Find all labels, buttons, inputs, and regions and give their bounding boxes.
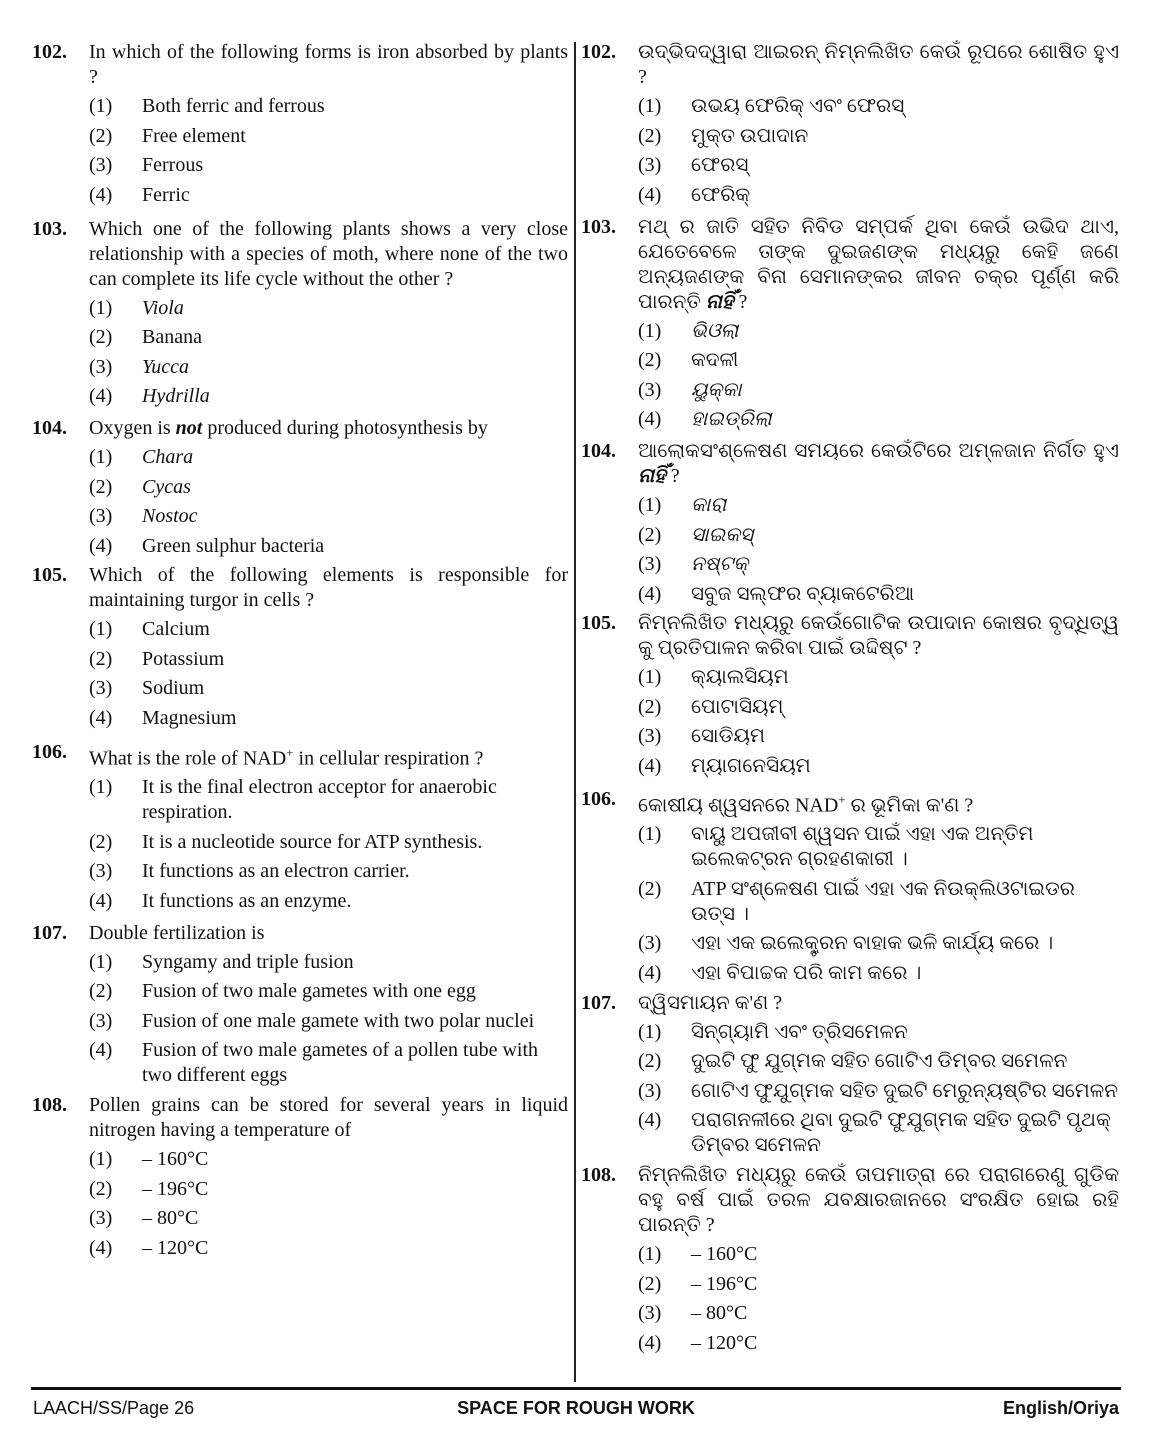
option-number: (2) — [89, 647, 113, 670]
option-text: – 196°C — [691, 1272, 758, 1295]
question-text — [638, 991, 1119, 1016]
option-1 — [638, 665, 1119, 690]
option-text: ମୁକ୍ତ ଉପାଦାନ — [691, 124, 809, 147]
option-number: (4) — [89, 889, 113, 912]
emphasis-text: not — [175, 417, 203, 439]
question-text-part: What is the role of NAD — [89, 747, 287, 770]
option-2 — [638, 1272, 1119, 1297]
question-text-part: ? — [665, 465, 680, 487]
option-number: (3) — [638, 725, 662, 747]
option-1 — [89, 296, 568, 321]
option-text: It functions as an electron carrier. — [142, 860, 410, 883]
question-text — [89, 40, 568, 90]
option-number: (2) — [638, 695, 662, 718]
question-number: 102. — [32, 41, 67, 63]
question-english-104 — [32, 416, 568, 559]
options-list — [89, 775, 568, 914]
option-number: (3) — [89, 860, 113, 883]
option-number: (4) — [638, 408, 662, 430]
option-3 — [638, 931, 1119, 956]
emphasis-text: ନାହିଁ — [705, 290, 734, 313]
option-4 — [638, 1331, 1119, 1356]
option-number: (2) — [89, 830, 113, 853]
rough-work-label: SPACE FOR ROUGH WORK — [457, 1398, 695, 1418]
question-english-103 — [32, 217, 568, 410]
option-1 — [638, 493, 1119, 518]
option-1 — [638, 1242, 1119, 1267]
option-3 — [638, 552, 1119, 577]
option-number: (4) — [89, 183, 113, 206]
option-number: (4) — [638, 183, 662, 206]
question-number: 108. — [32, 1094, 67, 1117]
option-2 — [89, 979, 568, 1004]
question-oriya-106 — [581, 787, 1119, 986]
question-text-part: ର ଭୂମିକା କ'ଣ ? — [845, 794, 974, 817]
option-text: Fusion of two male gametes of a pollen tube with two different eggs — [142, 1039, 539, 1087]
option-text: ସାଇକସ୍ — [691, 523, 754, 546]
question-text — [89, 921, 568, 946]
option-number: (1) — [638, 95, 662, 117]
question-number: 103. — [32, 217, 67, 240]
options-list — [89, 1147, 568, 1261]
option-1 — [89, 775, 568, 825]
question-text-part: ନିମ୍ନଲିଖିତ ମଧ୍ୟରୁ କେଉଁଗୋଟିକ ଉପାଦାନ କୋଷର ବୃଦ୍ଧିତ୍ୱ କୁ ପ୍ରତିପାଳନ କରିବା ପାଇଁ ଉଦ୍ଦିଷ୍ଟ ? — [638, 612, 1119, 659]
option-3 — [89, 1009, 568, 1034]
option-text: Cycas — [142, 475, 191, 498]
option-number: (3) — [89, 1009, 113, 1032]
question-text — [89, 1093, 568, 1143]
question-number: 105. — [581, 612, 616, 634]
question-oriya-102 — [581, 40, 1119, 208]
option-2 — [638, 695, 1119, 720]
superscript: + — [838, 791, 846, 807]
option-number: (1) — [638, 1243, 662, 1266]
option-text: ହାଇଡ୍ରିଲା — [691, 408, 772, 430]
option-number: (2) — [89, 1177, 113, 1200]
option-text: – 160°C — [691, 1243, 758, 1266]
option-text: – 80°C — [691, 1302, 748, 1325]
option-number: (4) — [638, 1109, 662, 1132]
option-number: (2) — [89, 326, 113, 348]
option-number: (4) — [638, 582, 662, 605]
question-number: 104. — [32, 417, 67, 439]
option-text: ସୋଡିୟମ — [691, 725, 765, 747]
option-1 — [89, 950, 568, 975]
option-4 — [638, 961, 1119, 986]
question-text-part: Oxygen is — [89, 417, 176, 439]
question-number: 102. — [581, 41, 616, 63]
option-4 — [638, 1108, 1119, 1158]
option-2 — [638, 124, 1119, 149]
options-list — [638, 1242, 1119, 1356]
option-2 — [89, 124, 568, 149]
option-number: (2) — [638, 124, 662, 147]
option-2 — [89, 830, 568, 855]
option-text: Hydrilla — [142, 385, 210, 407]
option-2 — [89, 1177, 568, 1202]
option-1 — [89, 445, 568, 470]
question-english-102 — [32, 40, 568, 208]
option-number: (4) — [638, 961, 662, 984]
option-2 — [638, 523, 1119, 548]
question-number: 104. — [581, 440, 616, 462]
question-oriya-103 — [581, 215, 1119, 433]
option-2 — [89, 647, 568, 672]
option-text: ବାୟୁ ଅପଜୀବୀ ଶ୍ୱସନ ପାଇଁ ଏହା ଏକ ଅନ୍ତିମ ଇଲେକଟ୍ରନ ଗ୍ରହଣକାରୀ । — [691, 823, 1034, 871]
option-text: ଏହା ଏକ ଇଲେକ୍ଟ୍ରନ ବାହାକ ଭଳି କାର୍ଯ୍ୟ କରେ । — [691, 932, 1054, 955]
question-text-part: Which one of the following plants shows a very close relationship with a species of moth, where none of the two can complete its life cycle without the other ? — [89, 217, 568, 290]
option-number: (4) — [89, 1236, 113, 1259]
option-text: – 120°C — [691, 1331, 758, 1354]
question-number: 107. — [581, 991, 616, 1014]
option-1 — [89, 1147, 568, 1172]
option-3 — [638, 378, 1119, 403]
option-text: କାରା — [691, 494, 727, 516]
oriya-column — [581, 40, 1119, 1360]
option-number: (3) — [638, 154, 662, 176]
option-number: (3) — [89, 154, 113, 176]
options-list — [638, 94, 1119, 208]
option-text: Calcium — [142, 618, 210, 640]
options-list — [89, 617, 568, 731]
option-text: – 196°C — [142, 1177, 209, 1200]
option-1 — [638, 1020, 1119, 1045]
option-text: It is a nucleotide source for ATP synthesis. — [142, 830, 483, 853]
option-4 — [89, 183, 568, 208]
option-1 — [89, 617, 568, 642]
option-number: (3) — [638, 1302, 662, 1325]
language-label: English/Oriya — [1002, 1398, 1119, 1418]
option-number: (4) — [638, 754, 662, 777]
option-text: Viola — [142, 296, 184, 319]
option-number: (1) — [638, 319, 662, 342]
option-number: (3) — [89, 1207, 113, 1230]
question-number: 107. — [32, 921, 67, 944]
option-text: Nostoc — [142, 505, 198, 527]
question-text — [89, 416, 568, 441]
option-number: (4) — [89, 706, 113, 729]
option-2 — [638, 348, 1119, 373]
option-text: ସବୁଜ ସଲ୍ଫର ବ୍ୟାକଟେରିଆ — [691, 582, 915, 605]
option-number: (1) — [89, 618, 113, 640]
option-text: ପରାଗନଳୀରେ ଥିବା ଦୁଇଟି ଫୁଯୁଗ୍ମକ ସହିତ ଦୁଇଟି ପୃଥକ୍ ଡିମ୍ବର ସମେଳନ — [691, 1109, 1111, 1157]
option-3 — [89, 676, 568, 701]
option-number: (2) — [89, 124, 113, 147]
option-2 — [89, 325, 568, 350]
option-3 — [638, 153, 1119, 178]
option-3 — [638, 1079, 1119, 1104]
option-4 — [638, 183, 1119, 208]
option-text: ୟୁକ୍କା — [691, 378, 742, 401]
question-text — [89, 740, 568, 772]
option-4 — [638, 407, 1119, 432]
option-number: (1) — [638, 1020, 662, 1043]
option-text: କଦଳୀ — [691, 349, 739, 371]
option-text: Sodium — [142, 677, 205, 699]
question-oriya-105 — [581, 611, 1119, 779]
question-text — [638, 40, 1119, 90]
column-divider — [574, 42, 576, 1382]
option-1 — [638, 94, 1119, 119]
option-number: (1) — [638, 494, 662, 516]
option-number: (3) — [638, 932, 662, 955]
question-english-105 — [32, 563, 568, 731]
option-text: Banana — [142, 326, 202, 348]
option-1 — [638, 822, 1119, 872]
option-number: (2) — [638, 349, 662, 371]
option-number: (3) — [89, 355, 113, 378]
option-number: (4) — [89, 1039, 113, 1062]
option-number: (1) — [638, 823, 662, 846]
question-number: 106. — [32, 740, 67, 763]
option-text: ପୋଟାସିୟମ୍ — [691, 695, 784, 718]
option-3 — [89, 355, 568, 380]
option-text: – 120°C — [142, 1236, 209, 1259]
option-2 — [638, 1049, 1119, 1074]
option-number: (1) — [89, 776, 113, 799]
question-text-part: In which of the following forms is iron absorbed by plants ? — [89, 41, 568, 88]
option-text: Chara — [142, 446, 194, 468]
option-3 — [638, 724, 1119, 749]
question-text-part: Double fertilization is — [89, 921, 265, 944]
option-1 — [89, 94, 568, 119]
option-text: ଭିଓଲା — [691, 319, 739, 342]
option-3 — [638, 1301, 1119, 1326]
option-number: (3) — [638, 1079, 662, 1102]
option-number: (3) — [89, 505, 113, 527]
footer-rule — [31, 1387, 1121, 1390]
question-text — [638, 439, 1119, 489]
question-text-part: ଦ୍ୱିସମାୟନ କ'ଣ ? — [638, 991, 783, 1014]
question-text-part: produced during photosynthesis by — [202, 417, 488, 439]
question-text-part: ନିମ୍ନଲିଖିତ ମଧ୍ୟରୁ କେଉଁ ତାପମାତ୍ରା ରେ ପରାଗରେଣୁ ଗୁଡିକ ବହୁ ବର୍ଷ ପାଇଁ ତରଳ ଯବକ୍ଷାରଜାନରେ ସଂରକ୍ଷିତ ହୋଇ ରହି ପାରନ୍ତି ? — [638, 1164, 1119, 1237]
options-list — [89, 445, 568, 559]
question-text — [638, 611, 1119, 661]
option-number: (2) — [638, 523, 662, 546]
option-text: Ferric — [142, 183, 190, 206]
options-list — [638, 665, 1119, 779]
options-list — [638, 822, 1119, 986]
option-text: ଫେରସ୍ — [691, 154, 749, 176]
page-code: LAACH/SS/Page 26 — [33, 1398, 195, 1418]
option-number: (1) — [638, 666, 662, 688]
option-2 — [89, 475, 568, 500]
option-1 — [638, 319, 1119, 344]
option-text: କ୍ୟାଲସିୟମ — [691, 666, 789, 688]
options-list — [89, 94, 568, 208]
option-number: (2) — [89, 980, 113, 1003]
option-4 — [89, 1236, 568, 1261]
option-text: Both ferric and ferrous — [142, 95, 325, 117]
option-4 — [89, 1038, 568, 1088]
question-text-part: ମଥ୍ ର ଜାତି ସହିତ ନିବିଡ ସମ୍ପର୍କ ଥିବା କେଉଁ ଉଭିଦ ଥାଏ, ଯେତେବେଳେ ତାଙ୍କ ଦୁଇଜଣଙ୍କ ମଧ୍ୟରୁ କେହି ଜଣେ ଅନ୍ୟଜଣଙ୍କ ବିନା ସେମାନଙ୍କର ଜୀବନ ଚକ୍ର ପୂର୍ଣ୍ଣ କରି ପାରନ୍ତି — [638, 215, 1119, 313]
question-oriya-104 — [581, 439, 1119, 607]
emphasis-text: ନାହିଁ — [638, 465, 666, 487]
superscript: + — [286, 744, 294, 760]
option-text: ସିନ୍‌ଗ୍ୟାମି ଏବଂ ତ୍ରିସମେଳନ — [691, 1020, 908, 1043]
question-number: 108. — [581, 1164, 616, 1187]
question-text — [89, 563, 568, 613]
option-text: Potassium — [142, 647, 225, 670]
question-text-part: କୋଷୀୟ ଶ୍ୱସନରେ NAD — [638, 794, 839, 817]
question-text-part: in cellular respiration ? — [293, 747, 484, 770]
option-text: – 160°C — [142, 1148, 209, 1171]
options-list — [638, 493, 1119, 607]
question-text — [638, 787, 1119, 819]
option-number: (2) — [638, 877, 662, 900]
option-2 — [638, 877, 1119, 927]
question-text — [638, 215, 1119, 315]
option-4 — [638, 582, 1119, 607]
option-text: Ferrous — [142, 154, 204, 176]
question-text-part: Pollen grains can be stored for several years in liquid nitrogen having a temperature of — [89, 1094, 568, 1142]
option-4 — [89, 889, 568, 914]
option-text: Green sulphur bacteria — [142, 534, 325, 557]
option-number: (1) — [89, 296, 113, 319]
question-english-108 — [32, 1093, 568, 1261]
option-3 — [89, 153, 568, 178]
option-4 — [89, 534, 568, 559]
question-text-part: Which of the following elements is responsible for maintaining turgor in cells ? — [89, 564, 568, 611]
option-3 — [89, 504, 568, 529]
option-number: (4) — [89, 534, 113, 557]
english-column — [32, 40, 568, 1265]
option-number: (1) — [89, 95, 113, 117]
option-4 — [638, 754, 1119, 779]
question-english-107 — [32, 921, 568, 1089]
options-list — [89, 950, 568, 1089]
question-text-part: ଉଦ୍ଭିଦଦ୍ୱାରା ଆଇରନ୍ ନିମ୍ନଲିଖିତ କେଉଁ ରୂପରେ ଶୋଷିତ ହୁଏ ? — [638, 41, 1119, 88]
option-text: ଫେରିକ୍ — [691, 183, 751, 206]
option-number: (2) — [638, 1050, 662, 1073]
option-text: ଦୁଇଟି ଫୁ ଯୁଗ୍ମକ ସହିତ ଗୋଟିଏ ଡିମ୍ବର ସମେଳନ — [691, 1050, 1068, 1073]
options-list — [89, 296, 568, 410]
option-text: ATP ସଂଶ୍ଳେଷଣ ପାଇଁ ଏହା ଏକ ନିଉକ୍ଲିଓଟାଇଡର ଉତ୍ସ । — [691, 877, 1075, 925]
option-text: Fusion of two male gametes with one egg — [142, 980, 476, 1003]
option-number: (2) — [638, 1272, 662, 1295]
option-text: Magnesium — [142, 706, 237, 729]
question-text — [89, 217, 568, 292]
options-list — [638, 1020, 1119, 1159]
option-text: ମ୍ୟାଗନେସିୟମ — [691, 754, 811, 777]
option-text: It is the final electron acceptor for anaerobic respiration. — [142, 776, 497, 824]
option-text: Fusion of one male gamete with two polar nuclei — [142, 1009, 535, 1032]
option-number: (2) — [89, 475, 113, 498]
option-text: Free element — [142, 124, 246, 147]
question-english-106 — [32, 740, 568, 914]
option-4 — [89, 706, 568, 731]
option-number: (1) — [89, 950, 113, 973]
option-text: – 80°C — [142, 1207, 199, 1230]
question-oriya-107 — [581, 991, 1119, 1159]
question-number: 105. — [32, 564, 67, 586]
question-text-part: ଆଲୋକସଂଶ୍ଳେଷଣ ସମୟରେ କେଉଁଟିରେ ଅମ୍ଳଜାନ ନିର୍ଗତ ହୁଏ — [638, 440, 1119, 462]
option-text: Yucca — [142, 355, 190, 378]
option-3 — [89, 859, 568, 884]
option-text: It functions as an enzyme. — [142, 889, 352, 912]
option-number: (1) — [89, 1148, 113, 1171]
question-number: 106. — [581, 787, 616, 810]
question-number: 103. — [581, 215, 616, 238]
option-number: (4) — [638, 1331, 662, 1354]
option-4 — [89, 384, 568, 409]
option-text: ନଷ୍ଟକ୍ — [691, 553, 749, 575]
option-text: ଏହା ବିପାଚ୍ଚକ ପରି କାମ କରେ । — [691, 961, 922, 984]
option-3 — [89, 1206, 568, 1231]
option-text: Syngamy and triple fusion — [142, 950, 354, 973]
option-text: ଉଭୟ ଫେରିକ୍ ଏବଂ ଫେରସ୍ — [691, 95, 905, 117]
option-number: (4) — [89, 385, 113, 407]
question-text-part: ? — [733, 290, 748, 313]
question-oriya-108 — [581, 1163, 1119, 1356]
option-number: (1) — [89, 446, 113, 468]
option-text: ଗୋଟିଏ ଫୁଯୁଗ୍ମକ ସହିତ ଦୁଇଟି ମେରୁନ୍ୟଷ୍ଟିର ସମେଳନ — [691, 1079, 1118, 1102]
option-number: (3) — [638, 378, 662, 401]
question-text — [638, 1163, 1119, 1238]
option-number: (3) — [638, 553, 662, 575]
options-list — [638, 319, 1119, 433]
option-number: (3) — [89, 677, 113, 699]
